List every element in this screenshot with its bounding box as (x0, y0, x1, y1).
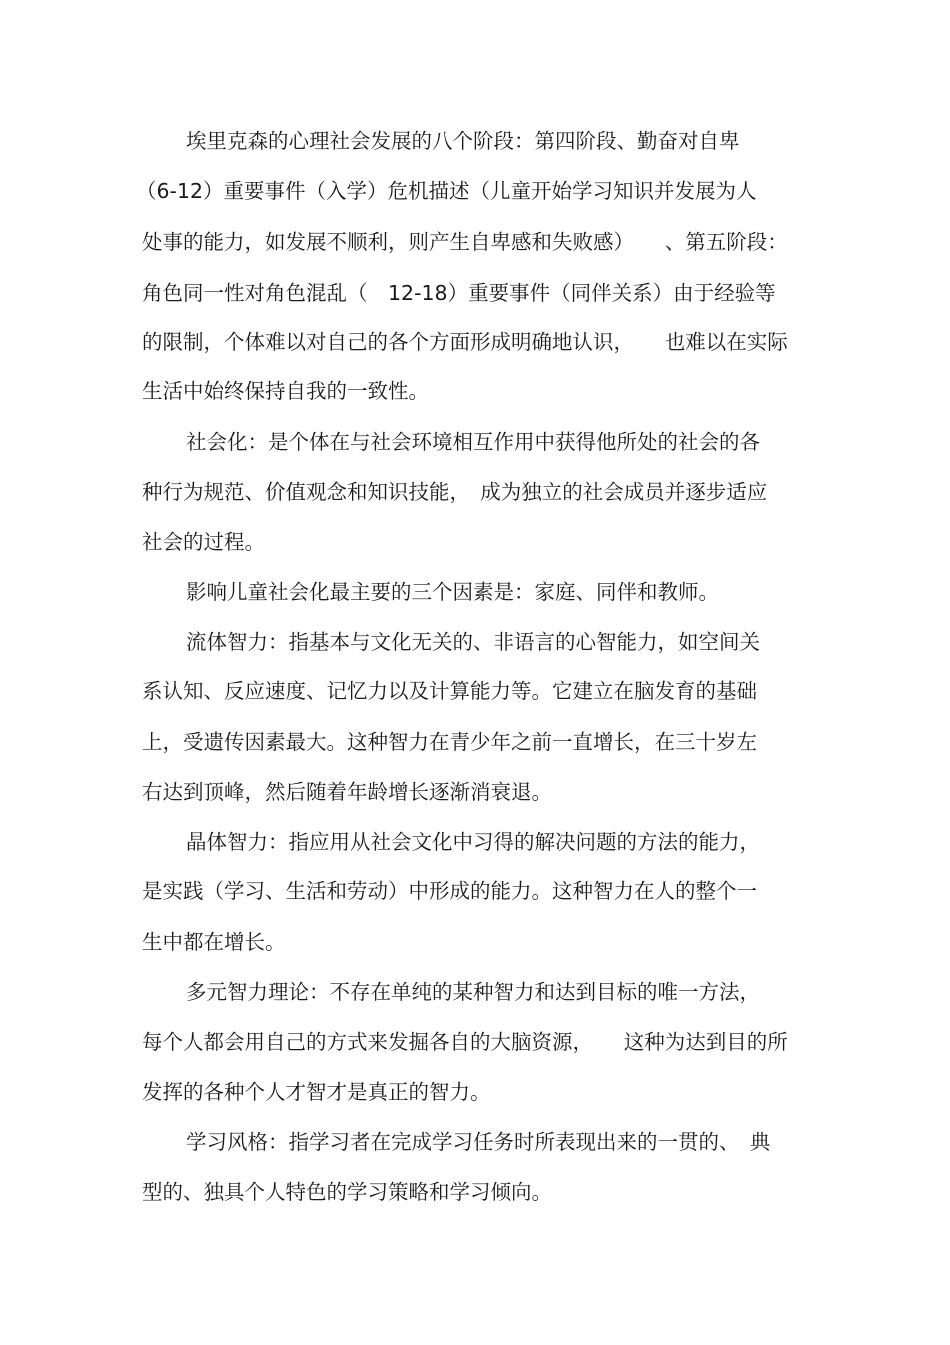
paragraph-2-line-1: 社会化：是个体在与社会环境相互作用中获得他所处的社会的各 (186, 430, 760, 454)
paragraph-1-line-4: 角色同一性对角色混乱（ 12-18）重要事件（同伴关系）由于经验等 (142, 281, 776, 305)
paragraph-4-line-2: 系认知、反应速度、记忆力以及计算能力等。它建立在脑发育的基础 (142, 679, 757, 703)
paragraph-5-line-3: 生中都在增长。 (142, 930, 286, 954)
paragraph-6-line-2: 每个人都会用自己的方式来发掘各自的大脑资源， 这种为达到目的所 (142, 1030, 788, 1054)
paragraph-1-line-6: 生活中始终保持自我的一致性。 (142, 379, 429, 403)
paragraph-6-line-3: 发挥的各种个人才智才是真正的智力。 (142, 1080, 491, 1104)
paragraph-2-line-3: 社会的过程。 (142, 530, 265, 554)
paragraph-5-line-1: 晶体智力：指应用从社会文化中习得的解决问题的方法的能力， (186, 830, 760, 854)
paragraph-1-line-5: 的限制，个体难以对自己的各个方面形成明确地认识， 也难以在实际 (142, 330, 788, 354)
paragraph-4-line-3: 上，受遗传因素最大。这种智力在青少年之前一直增长，在三十岁左 (142, 730, 757, 754)
paragraph-4-line-4: 右达到顶峰，然后随着年龄增长逐渐消衰退。 (142, 780, 552, 804)
paragraph-1-line-2: （6-12）重要事件（入学）危机描述（儿童开始学习知识并发展为人 (136, 179, 757, 203)
paragraph-7-line-2: 型的、独具个人特色的学习策略和学习倾向。 (142, 1180, 552, 1204)
paragraph-1-line-3: 处事的能力，如发展不顺利，则产生自卑感和失败感） 、第五阶段： (142, 230, 788, 254)
paragraph-6-line-1: 多元智力理论：不存在单纯的某种智力和达到目标的唯一方法， (186, 980, 760, 1004)
paragraph-3-line-1: 影响儿童社会化最主要的三个因素是：家庭、同伴和教师。 (186, 580, 719, 604)
paragraph-5-line-2: 是实践（学习、生活和劳动）中形成的能力。这种智力在人的整个一 (142, 879, 757, 903)
paragraph-4-line-1: 流体智力：指基本与文化无关的、非语言的心智能力，如空间关 (186, 630, 760, 654)
paragraph-1-line-1: 埃里克森的心理社会发展的八个阶段：第四阶段、勤奋对自卑 (186, 129, 740, 153)
paragraph-7-line-1: 学习风格：指学习者在完成学习任务时所表现出来的一贯的、 典 (186, 1130, 771, 1154)
paragraph-2-line-2: 种行为规范、价值观念和知识技能， 成为独立的社会成员并逐步适应 (142, 480, 768, 504)
